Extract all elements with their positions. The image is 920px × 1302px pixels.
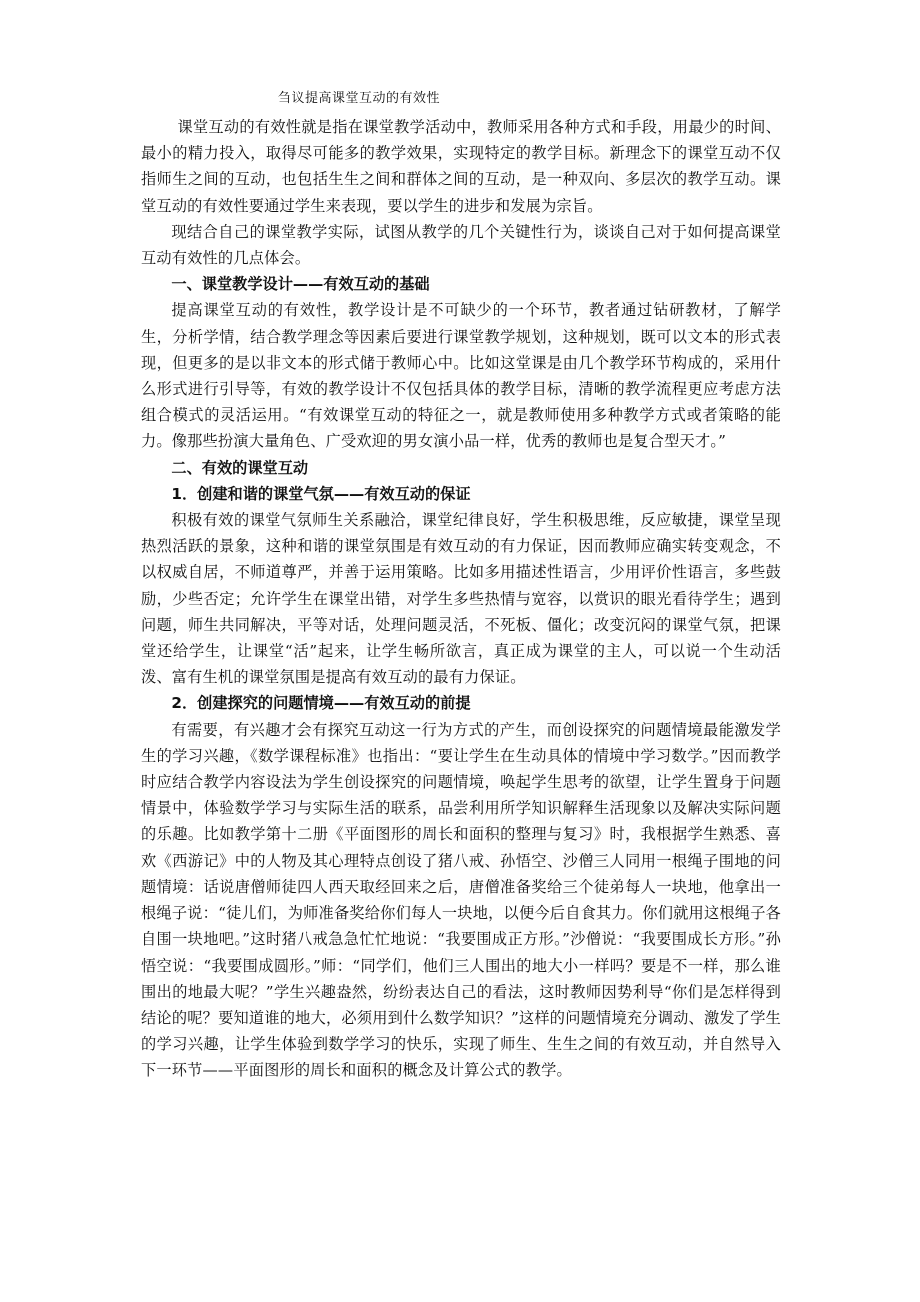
subsection-heading-2: 2．创建探究的问题情境——有效互动的前提: [171, 694, 471, 713]
paragraph-atmosphere: 积极有效的课堂气氛师生关系融洽，课堂纪律良好，学生积极思维，反应敏捷，课堂呈现热烈活跃的景象，这种和谐的课堂氛围是有效互动的有力保证，因而教师应确实转变观念，不以权威自居，不师道尊严，并善于运用策略。比如多用描述性语言，少用评价性语言，多些鼓励，少些否定；允许学生在课堂出错，对学生多些热情与宽容，以赏识的眼光看待学生；遇到问题，师生共同解决，平等对话，处理问题灵活，不死板、僵化；改变沉闷的课堂气氛，把课堂还给学生，让课堂“活”起来，让学生畅所欲言，真正成为课堂的主人，可以说一个生动活泼、富有生机的课堂氛围是提高有效互动的最有力保证。: [141, 511, 781, 687]
document-body: [141, 114, 781, 1084]
paragraph-problem-situation: 有需要，有兴趣才会有探究互动这一行为方式的产生，而创设探究的问题情境最能激发学生的学习兴趣，《数学课程标准》也指出：“要让学生在生动具体的情境中学习数学。”因而教学时应结合教学内容设法为学生创设探究的问题情境，唤起学生思考的欲望，让学生置身于问题情景中，体验数学学习与实际生活的联系，品尝利用所学知识解释生活现象以及解决实际问题的乐趣。比如教学第十二册《平面图形的周长和面积的整理与复习》时，我根据学生熟悉、喜欢《西游记》中的人物及其心理特点创设了猪八戒、孙悟空、沙僧三人同用一根绳子围地的问题情境：话说唐僧师徒四人西天取经回来之后，唐僧准备奖给三个徒弟每人一块地，他拿出一根绳子说：“徒儿们，为师准备奖给你们每人一块地，以便今后自食其力。你们就用这根绳子各自围一块地吧。”这时猪八戒急急忙忙地说：“我要围成正方形。”沙僧说：“我要围成长方形。”孙悟空说：“我要围成圆形。”师：“同学们，他们三人围出的地大小一样吗？要是不一样，那么谁围出的地最大呢？”学生兴趣盎然，纷纷表达自己的看法，这时教师因势利导“你们是怎样得到结论的呢？要知道谁的地大，必须用到什么数学知识？”这样的问题情境充分调动、激发了学生的学习兴趣，让学生体验到数学学习的快乐，实现了师生、生生之间的有效互动，并自然导入下一环节——平面图形的周长和面积的概念及计算公式的教学。: [141, 720, 781, 1080]
paragraph-design: 提高课堂互动的有效性，教学设计是不可缺少的一个环节，教者通过钻研教材，了解学生，分析学情，结合教学理念等因素后要进行课堂教学规划，这种规划，既可以文本的形式表现，但更多的是以非文本的形式储于教师心中。比如这堂课是由几个教学环节构成的，采用什么形式进行引导等，有效的教学设计不仅包括具体的教学目标，清晰的教学流程更应考虑方法组合模式的灵活运用。“有效课堂互动的特征之一，就是教师使用多种教学方式或者策略的能力。像那些扮演大量角色、广受欢迎的男女演小品一样，优秀的教师也是复合型天才。”: [141, 301, 781, 451]
subsection-heading-1: 1．创建和谐的课堂气氛——有效互动的保证: [171, 484, 471, 503]
section-heading-2: 二、有效的课堂互动: [171, 458, 309, 477]
section-heading-1: 一、课堂教学设计——有效互动的基础: [171, 275, 430, 294]
document-title: 刍议提高课堂互动的有效性: [278, 91, 441, 106]
paragraph-purpose: 现结合自己的课堂教学实际，试图从教学的几个关键性行为，谈谈自己对于如何提高课堂互动有效性的几点体会。: [141, 222, 781, 268]
paragraph-intro: 课堂互动的有效性就是指在课堂教学活动中，教师采用各种方式和手段，用最少的时间、最小的精力投入，取得尽可能多的教学效果，实现特定的教学目标。新理念下的课堂互动不仅指师生之间的互动，也包括生生之间和群体之间的互动，是一种双向、多层次的教学互动。课堂互动的有效性要通过学生来表现，要以学生的进步和发展为宗旨。: [141, 118, 781, 215]
